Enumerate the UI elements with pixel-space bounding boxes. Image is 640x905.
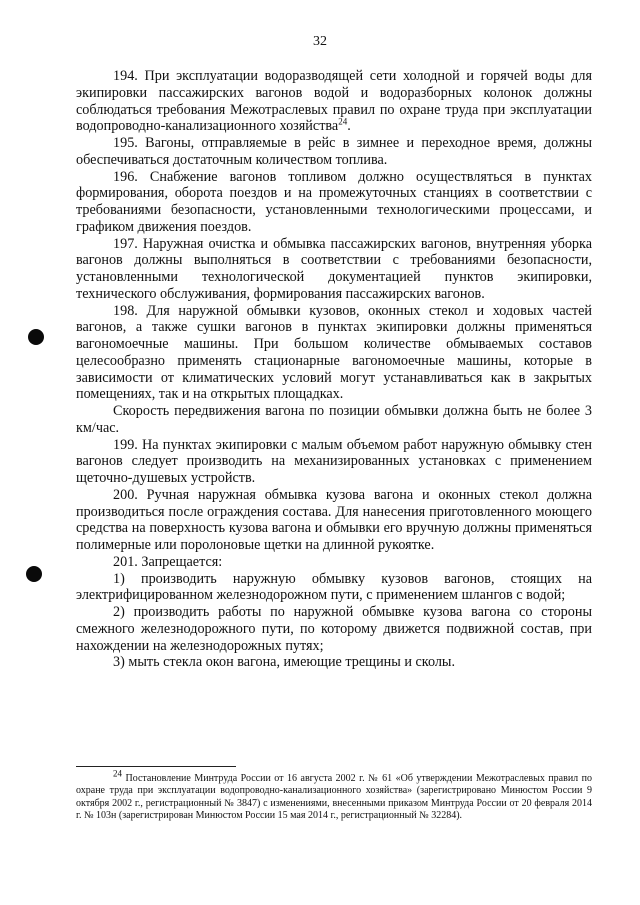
paragraph-200: 200. Ручная наружная обмывка кузова вагона и оконных стекол должна производиться после ограждения состава. Для нанесения приготовленного моющего средства на поверхность кузова вагона и обмывки его вручную должны применяться полимерные или поролоновые щетки на длинной рукоятке.	[76, 486, 592, 553]
list-item-3: 3) мыть стекла окон вагона, имеющие трещины и сколы.	[113, 654, 456, 671]
paragraph-195: 195. Вагоны, отправляемые в рейс в зимнее и переходное время, должны обеспечиваться достаточным количеством топлива.	[76, 135, 592, 168]
footnote-text: Постановление Минтруда России от 16 августа 2002 г. № 61 «Об утверждении Межотраслевых правил по охране труда при эксплуатации водопроводно-канализационного хозяйства» (зарегистрировано Минюстом России 9 октября 2002 г., регистрационный № 3847) с изменениями, внесенными приказом Минтруда России от 20 февраля 2014 г. № 103н (зарегистрирован Минюстом России 15 мая 2014 г., регистрационный № 32284).	[76, 773, 592, 821]
paragraph-194: 194. При эксплуатации водоразводящей сети холодной и горячей воды для экипировки пассажирских вагонов водой и водоразборных колонок должны соблюдаться требования Межотраслевых правил по охране труда при эксплуатации водопроводно-канализационного хозяйства$^{24}$.	[76, 68, 592, 135]
footnote	[76, 768, 592, 822]
punch-hole	[28, 329, 44, 345]
list-item-2: 2) производить работы по наружной обмывке кузова вагона со стороны смежного железнодорожного пути, по которому движется подвижной состав, при нахождении на железнодорожных путях;	[76, 604, 592, 654]
paragraph-196: 196. Снабжение вагонов топливом должно осуществляться в пунктах формирования, оборота поездов и на промежуточных станциях в соответствии с требованиями безопасности, установленными технологическими процессами, и графиком движения поездов.	[76, 168, 592, 235]
page-number: 32	[313, 34, 327, 49]
body-text	[76, 68, 592, 671]
footnote-divider	[76, 766, 236, 767]
list-item-1: 1) производить наружную обмывку кузовов вагонов, стоящих на электрифицированном железнодорожном пути, с применением шлангов с водой;	[76, 570, 592, 604]
footnote-mark: 24	[113, 768, 122, 779]
footnote-reference: 24	[338, 116, 348, 127]
paragraph-198: 198. Для наружной обмывки кузовов, оконных стекол и ходовых частей вагонов, а также сушки вагонов в пунктах экипировки должны применяться вагономоечные машины. При большом количестве обмываемых составов целесообразно применять стационарные вагономоечные машины, которые в зависимости от климатических условий могут устанавливаться как в закрытых помещениях, так и на открытых площадках.	[76, 302, 592, 403]
paragraph-197: 197. Наружная очистка и обмывка пассажирских вагонов, внутренняя уборка вагонов должны выполняться в соответствии с требованиями безопасности, установленными технологической документацией пунктов экипировки, технического обслуживания, формирования пассажирских вагонов.	[76, 235, 592, 302]
paragraph-199: 199. На пунктах экипировки с малым объемом работ наружную обмывку стен вагонов следует производить на механизированных установках с применением щеточно-душевых устройств.	[76, 436, 592, 486]
paragraph-198-speed: Скорость передвижения вагона по позиции обмывки должна быть не более 3 км/час.	[76, 403, 592, 436]
paragraph-201: 201. Запрещается:	[113, 553, 223, 570]
punch-hole	[26, 566, 42, 582]
